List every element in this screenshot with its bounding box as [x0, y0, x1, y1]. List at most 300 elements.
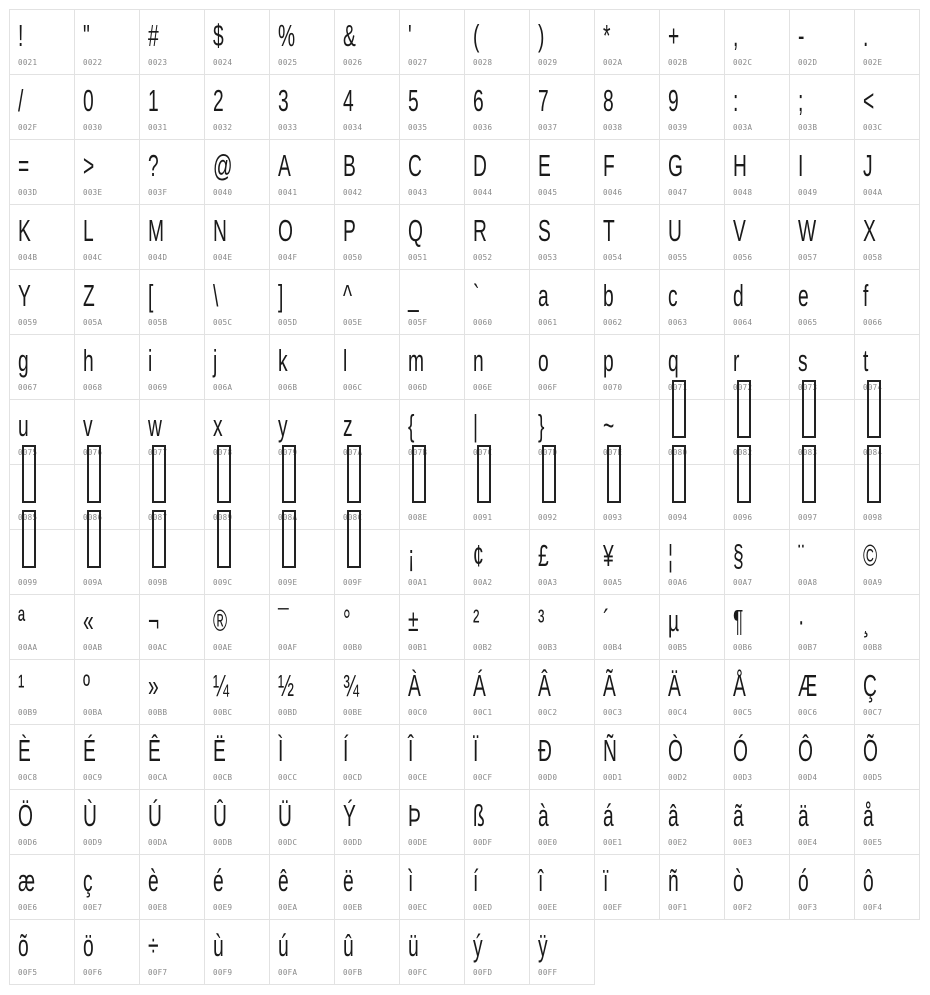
glyph-cell[interactable]: [139, 724, 205, 790]
glyph-cell[interactable]: [659, 789, 725, 855]
glyph-cell[interactable]: [204, 594, 270, 660]
glyph: ¼: [213, 668, 230, 703]
glyph-cell[interactable]: [724, 269, 790, 335]
glyph: K: [18, 213, 31, 248]
glyph-cell[interactable]: [724, 399, 790, 465]
glyph-cell[interactable]: [139, 74, 205, 140]
glyph-cell[interactable]: [269, 854, 335, 920]
glyph-cell[interactable]: [789, 464, 855, 530]
codepoint-label: 0066: [863, 318, 883, 327]
glyph-cell[interactable]: [334, 9, 400, 75]
codepoint-label: 005E: [343, 318, 363, 327]
glyph-cell[interactable]: [139, 334, 205, 400]
glyph-cell[interactable]: [594, 854, 660, 920]
codepoint-label: 0070: [603, 383, 623, 392]
glyph-cell[interactable]: [269, 724, 335, 790]
glyph-cell[interactable]: [334, 919, 400, 985]
glyph-cell[interactable]: [594, 269, 660, 335]
codepoint-label: 0080: [668, 448, 688, 457]
glyph-cell[interactable]: [529, 399, 595, 465]
glyph-cell[interactable]: [139, 594, 205, 660]
glyph-cell[interactable]: [724, 529, 790, 595]
glyph-cell[interactable]: [854, 854, 920, 920]
glyph-cell[interactable]: [854, 139, 920, 205]
glyph-cell[interactable]: [529, 334, 595, 400]
glyph-cell[interactable]: [594, 334, 660, 400]
glyph-cell[interactable]: [854, 9, 920, 75]
glyph-cell[interactable]: [74, 399, 140, 465]
codepoint-label: 00DC: [278, 838, 298, 847]
glyph-cell[interactable]: [659, 724, 725, 790]
glyph-cell[interactable]: [139, 269, 205, 335]
glyph-cell[interactable]: [789, 269, 855, 335]
glyph-cell[interactable]: [334, 854, 400, 920]
glyph-cell[interactable]: [204, 854, 270, 920]
codepoint-label: 00F2: [733, 903, 753, 912]
glyph: »: [148, 668, 159, 703]
glyph-cell[interactable]: [74, 74, 140, 140]
codepoint-label: 007E: [603, 448, 623, 457]
glyph-cell[interactable]: [204, 919, 270, 985]
glyph-cell[interactable]: [269, 464, 335, 530]
glyph-cell[interactable]: [334, 74, 400, 140]
glyph-cell[interactable]: [334, 789, 400, 855]
glyph-cell[interactable]: [269, 919, 335, 985]
glyph-cell[interactable]: [9, 594, 75, 660]
glyph-cell[interactable]: [464, 399, 530, 465]
glyph-cell[interactable]: [9, 204, 75, 270]
glyph-cell[interactable]: [74, 269, 140, 335]
glyph-cell[interactable]: [204, 724, 270, 790]
codepoint-label: 00A3: [538, 578, 558, 587]
codepoint-label: 0062: [603, 318, 623, 327]
glyph-cell[interactable]: [724, 724, 790, 790]
glyph-cell[interactable]: [74, 789, 140, 855]
glyph-cell[interactable]: [464, 724, 530, 790]
glyph-cell[interactable]: [74, 724, 140, 790]
glyph-cell[interactable]: [139, 139, 205, 205]
codepoint-label: 0082: [733, 448, 753, 457]
glyph-cell[interactable]: [659, 334, 725, 400]
glyph: |: [473, 408, 478, 443]
glyph-cell[interactable]: [789, 789, 855, 855]
glyph: `: [473, 278, 480, 313]
glyph: í: [473, 863, 479, 898]
codepoint-label: 006C: [343, 383, 363, 392]
glyph-cell[interactable]: [529, 594, 595, 660]
glyph-cell[interactable]: [529, 74, 595, 140]
glyph-cell[interactable]: [334, 334, 400, 400]
glyph-cell[interactable]: [334, 139, 400, 205]
glyph-cell[interactable]: [204, 399, 270, 465]
glyph-cell[interactable]: [399, 399, 465, 465]
codepoint-label: 00D3: [733, 773, 753, 782]
glyph-cell[interactable]: [789, 399, 855, 465]
codepoint-label: 00EF: [603, 903, 623, 912]
glyph-cell[interactable]: [9, 789, 75, 855]
codepoint-label: 00DA: [148, 838, 168, 847]
codepoint-label: 004F: [278, 253, 298, 262]
glyph-cell[interactable]: [334, 724, 400, 790]
glyph-cell[interactable]: [269, 269, 335, 335]
glyph-cell[interactable]: [789, 204, 855, 270]
glyph-cell[interactable]: [399, 204, 465, 270]
glyph-cell[interactable]: [594, 529, 660, 595]
glyph-cell[interactable]: [594, 9, 660, 75]
codepoint-label: 0091: [473, 513, 493, 522]
glyph-cell[interactable]: [529, 919, 595, 985]
glyph-cell[interactable]: [74, 204, 140, 270]
glyph: q: [668, 343, 679, 378]
codepoint-label: 00A7: [733, 578, 753, 587]
glyph-cell[interactable]: [334, 399, 400, 465]
glyph-cell[interactable]: [594, 399, 660, 465]
codepoint-label: 00B6: [733, 643, 753, 652]
glyph-cell[interactable]: [464, 529, 530, 595]
glyph: _: [408, 278, 419, 313]
codepoint-label: 0074: [863, 383, 883, 392]
glyph-cell[interactable]: [139, 919, 205, 985]
codepoint-label: 00FB: [343, 968, 363, 977]
glyph-cell[interactable]: [139, 854, 205, 920]
glyph-cell[interactable]: [529, 139, 595, 205]
missing-glyph-box-icon: [412, 445, 426, 503]
glyph: Þ: [408, 798, 421, 833]
glyph-cell[interactable]: [789, 139, 855, 205]
glyph: ó: [798, 863, 809, 898]
glyph-cell[interactable]: [204, 204, 270, 270]
missing-glyph-box-icon: [802, 445, 816, 503]
glyph: J: [863, 148, 873, 183]
glyph-cell[interactable]: [334, 464, 400, 530]
glyph-cell[interactable]: [724, 854, 790, 920]
codepoint-label: 0047: [668, 188, 688, 197]
glyph: Q: [408, 213, 423, 248]
glyph-cell[interactable]: [464, 139, 530, 205]
codepoint-label: 00C7: [863, 708, 883, 717]
glyph-cell[interactable]: [724, 139, 790, 205]
glyph-cell[interactable]: [529, 464, 595, 530]
codepoint-label: 00F9: [213, 968, 233, 977]
glyph-cell[interactable]: [659, 139, 725, 205]
missing-glyph-box-icon: [152, 445, 166, 503]
glyph-cell[interactable]: [529, 269, 595, 335]
glyph-cell[interactable]: [594, 464, 660, 530]
glyph: a: [538, 278, 549, 313]
glyph-cell[interactable]: [399, 74, 465, 140]
glyph-cell[interactable]: [204, 74, 270, 140]
glyph-cell[interactable]: [529, 789, 595, 855]
glyph-cell[interactable]: [789, 659, 855, 725]
glyph-cell[interactable]: [139, 659, 205, 725]
glyph-cell[interactable]: [74, 139, 140, 205]
glyph-cell[interactable]: [789, 334, 855, 400]
glyph-cell[interactable]: [854, 789, 920, 855]
codepoint-label: 0079: [278, 448, 298, 457]
glyph-cell[interactable]: [269, 594, 335, 660]
glyph-cell[interactable]: [74, 659, 140, 725]
glyph-cell[interactable]: [204, 334, 270, 400]
glyph-cell[interactable]: [9, 854, 75, 920]
glyph-cell[interactable]: [789, 594, 855, 660]
codepoint-label: 0055: [668, 253, 688, 262]
glyph-cell[interactable]: [74, 9, 140, 75]
glyph-cell[interactable]: [464, 789, 530, 855]
glyph: «: [83, 603, 94, 638]
codepoint-label: 00BC: [213, 708, 233, 717]
glyph-cell[interactable]: [74, 529, 140, 595]
glyph-cell[interactable]: [399, 789, 465, 855]
glyph-cell[interactable]: [269, 659, 335, 725]
glyph: ½: [278, 668, 295, 703]
glyph: î: [538, 863, 544, 898]
glyph: k: [278, 343, 288, 378]
glyph-cell[interactable]: [9, 269, 75, 335]
glyph-cell[interactable]: [399, 919, 465, 985]
glyph-cell[interactable]: [204, 789, 270, 855]
glyph-cell[interactable]: [464, 204, 530, 270]
glyph-cell[interactable]: [724, 204, 790, 270]
glyph-cell[interactable]: [854, 464, 920, 530]
codepoint-label: 007A: [343, 448, 363, 457]
glyph-cell[interactable]: [204, 269, 270, 335]
codepoint-label: 00F7: [148, 968, 168, 977]
glyph-cell[interactable]: [789, 529, 855, 595]
glyph-cell[interactable]: [529, 659, 595, 725]
glyph-cell[interactable]: [204, 464, 270, 530]
glyph-cell[interactable]: [529, 854, 595, 920]
glyph-cell[interactable]: [854, 529, 920, 595]
glyph-cell[interactable]: [9, 464, 75, 530]
glyph-cell[interactable]: [724, 74, 790, 140]
glyph-cell[interactable]: [854, 594, 920, 660]
glyph-cell[interactable]: [789, 724, 855, 790]
codepoint-label: 00E2: [668, 838, 688, 847]
glyph: V: [733, 213, 746, 248]
glyph-cell[interactable]: [74, 594, 140, 660]
glyph-cell[interactable]: [464, 594, 530, 660]
glyph-cell[interactable]: [464, 9, 530, 75]
glyph-cell[interactable]: [399, 724, 465, 790]
glyph-cell[interactable]: [659, 594, 725, 660]
glyph-cell[interactable]: [659, 529, 725, 595]
glyph: b: [603, 278, 614, 313]
codepoint-label: 003E: [83, 188, 103, 197]
glyph-cell[interactable]: [659, 74, 725, 140]
glyph-cell[interactable]: [269, 334, 335, 400]
glyph-cell[interactable]: [9, 334, 75, 400]
glyph: §: [733, 538, 744, 573]
glyph-cell[interactable]: [9, 139, 75, 205]
missing-glyph-box-icon: [542, 445, 556, 503]
codepoint-label: 00C8: [18, 773, 38, 782]
glyph: \: [213, 278, 219, 313]
glyph-cell[interactable]: [659, 9, 725, 75]
glyph: À: [408, 668, 421, 703]
glyph-cell[interactable]: [854, 74, 920, 140]
glyph-cell[interactable]: [464, 854, 530, 920]
glyph-cell[interactable]: [9, 919, 75, 985]
glyph-cell[interactable]: [789, 74, 855, 140]
glyph-cell[interactable]: [9, 9, 75, 75]
glyph-cell[interactable]: [724, 464, 790, 530]
codepoint-label: 0075: [18, 448, 38, 457]
glyph: ®: [213, 603, 228, 638]
codepoint-label: 00BA: [83, 708, 103, 717]
glyph-cell[interactable]: [594, 204, 660, 270]
glyph-cell[interactable]: [269, 789, 335, 855]
codepoint-label: 00F1: [668, 903, 688, 912]
glyph-cell[interactable]: [594, 139, 660, 205]
glyph-cell[interactable]: [464, 919, 530, 985]
codepoint-label: 00BE: [343, 708, 363, 717]
missing-glyph-box-icon: [802, 380, 816, 438]
glyph-cell[interactable]: [399, 139, 465, 205]
glyph-cell[interactable]: [529, 724, 595, 790]
glyph-cell[interactable]: [594, 724, 660, 790]
glyph-cell[interactable]: [594, 659, 660, 725]
glyph: Õ: [863, 733, 878, 768]
glyph-cell[interactable]: [269, 399, 335, 465]
glyph-cell[interactable]: [204, 9, 270, 75]
codepoint-label: 0023: [148, 58, 168, 67]
glyph-cell[interactable]: [399, 464, 465, 530]
glyph-cell[interactable]: [594, 594, 660, 660]
glyph-cell[interactable]: [529, 529, 595, 595]
glyph-cell[interactable]: [789, 9, 855, 75]
codepoint-label: 0026: [343, 58, 363, 67]
glyph-cell[interactable]: [854, 204, 920, 270]
glyph-cell[interactable]: [399, 529, 465, 595]
glyph-cell[interactable]: [659, 269, 725, 335]
glyph-cell[interactable]: [9, 399, 75, 465]
codepoint-label: 0089: [213, 513, 233, 522]
glyph-cell[interactable]: [204, 659, 270, 725]
glyph-cell[interactable]: [659, 854, 725, 920]
glyph-cell[interactable]: [529, 204, 595, 270]
glyph-cell[interactable]: [74, 919, 140, 985]
glyph-cell[interactable]: [269, 9, 335, 75]
glyph-cell[interactable]: [399, 594, 465, 660]
codepoint-label: 002B: [668, 58, 688, 67]
glyph: ³: [538, 603, 545, 638]
codepoint-label: 0051: [408, 253, 428, 262]
codepoint-label: 0061: [538, 318, 558, 327]
glyph-cell[interactable]: [854, 269, 920, 335]
glyph-cell[interactable]: [139, 464, 205, 530]
glyph-cell[interactable]: [399, 334, 465, 400]
glyph-cell[interactable]: [269, 74, 335, 140]
glyph: 1: [148, 83, 159, 118]
missing-glyph-box-icon: [282, 510, 296, 568]
glyph: r: [733, 343, 740, 378]
glyph-cell[interactable]: [399, 269, 465, 335]
codepoint-label: 0046: [603, 188, 623, 197]
glyph-cell[interactable]: [724, 334, 790, 400]
missing-glyph-box-icon: [607, 445, 621, 503]
glyph-cell[interactable]: [659, 204, 725, 270]
codepoint-label: 0063: [668, 318, 688, 327]
codepoint-label: 00EA: [278, 903, 298, 912]
glyph-cell[interactable]: [854, 659, 920, 725]
glyph-cell[interactable]: [594, 789, 660, 855]
codepoint-label: 00E1: [603, 838, 623, 847]
glyph-cell[interactable]: [74, 334, 140, 400]
codepoint-label: 0022: [83, 58, 103, 67]
glyph-cell[interactable]: [854, 724, 920, 790]
glyph: Á: [473, 668, 486, 703]
glyph-cell[interactable]: [659, 659, 725, 725]
glyph-cell[interactable]: [204, 529, 270, 595]
glyph-cell[interactable]: [334, 659, 400, 725]
glyph-cell[interactable]: [269, 204, 335, 270]
glyph: /: [18, 83, 24, 118]
glyph: g: [18, 343, 29, 378]
glyph-cell[interactable]: [854, 334, 920, 400]
codepoint-label: 00CE: [408, 773, 428, 782]
glyph-cell[interactable]: [399, 9, 465, 75]
glyph-cell[interactable]: [139, 204, 205, 270]
glyph-cell[interactable]: [74, 464, 140, 530]
glyph-cell[interactable]: [724, 659, 790, 725]
codepoint-label: 0087: [148, 513, 168, 522]
glyph-cell[interactable]: [269, 529, 335, 595]
glyph-cell[interactable]: [464, 659, 530, 725]
glyph: p: [603, 343, 614, 378]
glyph-cell[interactable]: [334, 204, 400, 270]
glyph-cell[interactable]: [399, 854, 465, 920]
glyph-cell[interactable]: [269, 139, 335, 205]
glyph: Ç: [863, 668, 877, 703]
glyph-cell[interactable]: [9, 659, 75, 725]
codepoint-label: 0058: [863, 253, 883, 262]
glyph-cell[interactable]: [659, 464, 725, 530]
glyph-cell[interactable]: [139, 529, 205, 595]
glyph-cell[interactable]: [139, 9, 205, 75]
glyph-cell[interactable]: [399, 659, 465, 725]
codepoint-label: 00EB: [343, 903, 363, 912]
glyph-cell[interactable]: [464, 269, 530, 335]
glyph-cell[interactable]: [334, 529, 400, 595]
glyph-cell[interactable]: [139, 399, 205, 465]
glyph-cell[interactable]: [464, 464, 530, 530]
glyph-cell[interactable]: [334, 269, 400, 335]
glyph-cell[interactable]: [464, 74, 530, 140]
glyph-cell[interactable]: [854, 399, 920, 465]
glyph-cell[interactable]: [659, 399, 725, 465]
glyph-cell[interactable]: [724, 594, 790, 660]
glyph: l: [343, 343, 348, 378]
glyph-cell[interactable]: [529, 9, 595, 75]
glyph: M: [148, 213, 165, 248]
glyph-cell[interactable]: [9, 724, 75, 790]
glyph-cell[interactable]: [594, 74, 660, 140]
glyph: 5: [408, 83, 419, 118]
codepoint-label: 006A: [213, 383, 233, 392]
glyph-cell[interactable]: [464, 334, 530, 400]
glyph-cell[interactable]: [789, 854, 855, 920]
glyph-cell[interactable]: [334, 594, 400, 660]
glyph-cell[interactable]: [9, 529, 75, 595]
glyph-cell[interactable]: [724, 789, 790, 855]
glyph-cell[interactable]: [9, 74, 75, 140]
glyph: m: [408, 343, 425, 378]
glyph-cell[interactable]: [204, 139, 270, 205]
glyph-cell[interactable]: [724, 9, 790, 75]
glyph: ÷: [148, 928, 159, 963]
glyph-cell[interactable]: [74, 854, 140, 920]
glyph-cell[interactable]: [139, 789, 205, 855]
